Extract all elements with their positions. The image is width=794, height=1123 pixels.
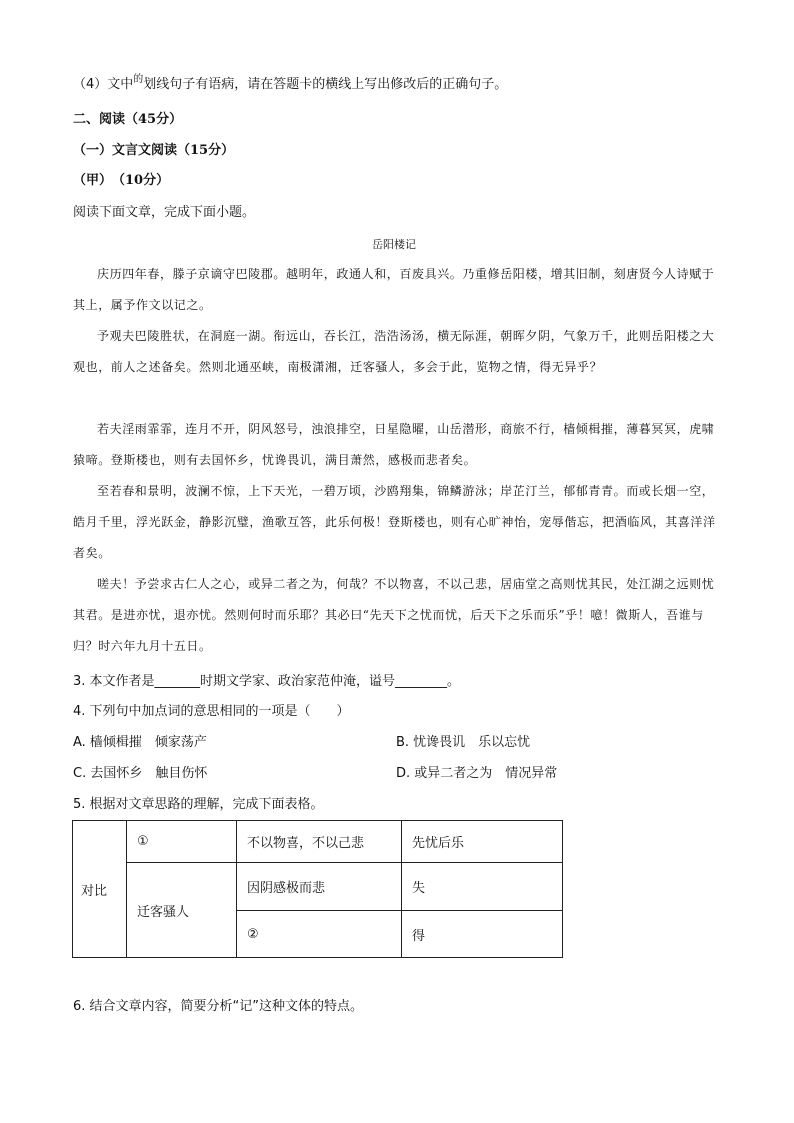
section-classical-heading: （一）文言文阅读（15分） (73, 143, 235, 158)
cell-text: 不以物喜，不以己悲 (247, 836, 365, 851)
table-cell (237, 821, 402, 863)
essay-paragraph-2: 予观夫巴陵胜状，在洞庭一湖。衔远山，吞长江，浩浩汤汤，横无际涯，朝晖夕阴，气象万千，此则岳阳楼之大观也，前人之述备矣。然则北通巫峡，南极潇湘，迁客骚人，多会于此，览物之情，得无异乎？ (73, 329, 715, 374)
q4-option-b: B. 忧谗畏讥 乐以忘忧 (396, 735, 531, 750)
question-4-stem: 4. 下列句中加点词的意思相同的一项是（ ） (73, 704, 350, 719)
blank-2-marker: ② (247, 926, 259, 942)
table-row (73, 821, 563, 863)
cell-text: 因阴感极而悲 (247, 881, 326, 896)
q4-option-c: C. 去国怀乡 触目伤怀 (73, 766, 208, 781)
part-jia-heading: （甲） （10分） (73, 173, 170, 188)
table-cell (127, 863, 237, 958)
table-label-cell (73, 821, 127, 958)
question-6: 6. 结合文章内容，简要分析“记”这种文体的特点。 (73, 999, 364, 1014)
table-cell (237, 863, 402, 911)
essay-paragraph-5: 嗟夫！予尝求古仁人之心，或异二者之为，何哉？不以物喜，不以己悲，居庙堂之高则忧其民，处江湖之远则忧其君。是进亦忧，退亦忧。然则何时而乐耶？其必曰“先天下之忧而忧，后天下之乐而乐”乎！噫！微斯人，吾谁与归？时六年九月十五日。 (73, 577, 715, 653)
cell-text: 得 (412, 928, 426, 944)
essay-paragraph-3: 若夫淫雨霏霏，连月不开，阴风怒号，浊浪排空，日星隐曜，山岳潜形，商旅不行，樯倾楫摧，薄暮冥冥，虎啸猿啼。登斯楼也，则有去国怀乡，忧谗畏讥，满目萧然，感极而悲者矣。 (73, 422, 715, 467)
table-cell (237, 911, 402, 958)
q4-intro-sup: 的 (133, 74, 144, 85)
q4-option-a: A. 樯倾楫摧 倾家荡产 (73, 735, 207, 750)
cell-text: 失 (412, 881, 426, 896)
question-5-stem: 5. 根据对文章思路的理解，完成下面表格。 (73, 797, 324, 812)
reading-instruction: 阅读下面文章，完成下面小题。 (73, 205, 256, 220)
table-cell (402, 821, 563, 863)
question-3: 3. 本文作者是_______时期文学家、政治家范仲淹，谥号________。 (73, 674, 461, 689)
q4-option-d: D. 或异二者之为 情况异常 (396, 766, 558, 781)
cell-text: 先忧后乐 (412, 836, 465, 851)
question-4-intro (73, 76, 507, 95)
table-cell (127, 821, 237, 863)
essay-title: 岳阳楼记 (372, 238, 416, 251)
comparison-table (72, 820, 563, 958)
table-cell (402, 911, 563, 958)
table-label: 对比 (81, 883, 108, 899)
blank-1-marker: ① (137, 834, 149, 849)
essay-paragraph-1: 庆历四年春，滕子京谪守巴陵郡。越明年，政通人和，百废具兴。乃重修岳阳楼，增其旧制，刻唐贤今人诗赋于其上，属予作文以记之。 (73, 267, 715, 312)
cell-text: 迁客骚人 (137, 904, 190, 920)
table-cell (402, 863, 563, 911)
q4-intro-suffix: 划线句子有语病，请在答题卡的横线上写出修改后的正确句子。 (143, 77, 508, 92)
essay-paragraph-4: 至若春和景明，波澜不惊，上下天光，一碧万顷，沙鸥翔集，锦鳞游泳；岸芷汀兰，郁郁青青。而或长烟一空，皓月千里，浮光跃金，静影沉璧，渔歌互答，此乐何极！登斯楼也，则有心旷神怡，宠辱偕忘，把酒临风，其喜洋洋者矣。 (73, 484, 716, 560)
table-row (73, 863, 563, 911)
section-reading-heading: 二、阅读（45分） (73, 112, 183, 127)
q4-intro-prefix: （4）文中 (73, 77, 134, 92)
